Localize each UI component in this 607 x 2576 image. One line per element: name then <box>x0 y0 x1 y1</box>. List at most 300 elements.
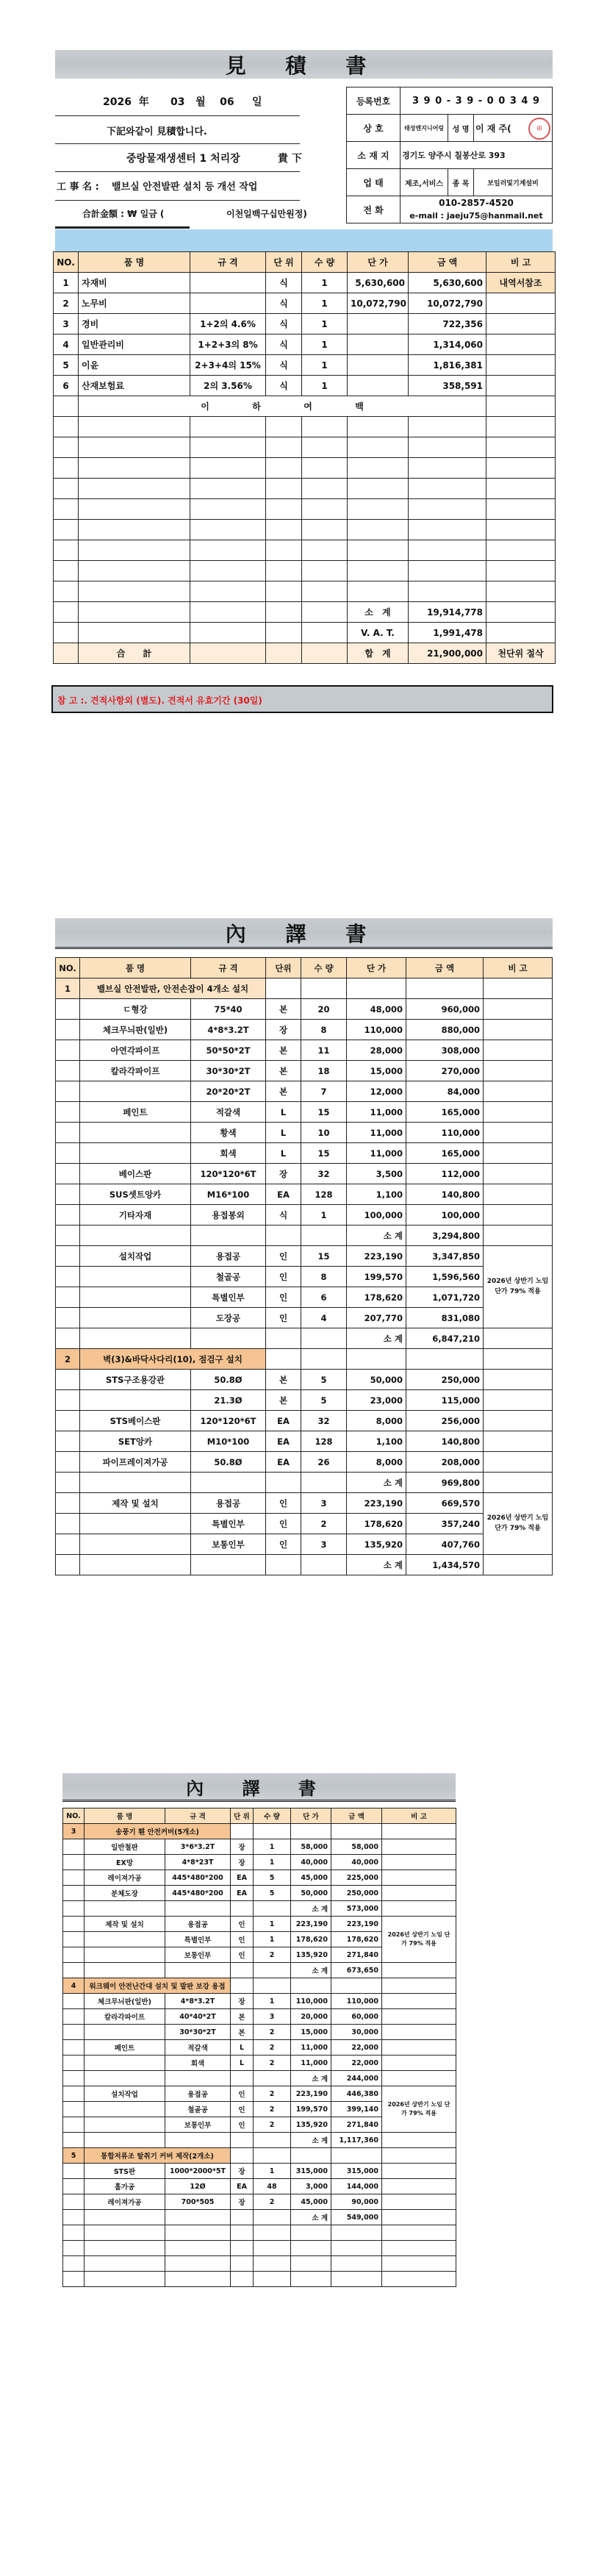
item-unit: 인 <box>266 1493 301 1514</box>
item-unit: 본 <box>231 2025 254 2040</box>
item-unit: EA <box>266 1184 301 1205</box>
column-header-quantity: 수 량 <box>254 1808 291 1824</box>
empty-cell <box>347 1349 406 1370</box>
empty-cell <box>165 2272 231 2287</box>
table-row <box>56 999 553 1020</box>
empty-cell <box>191 1226 266 1246</box>
table-row <box>56 1267 553 1287</box>
item-spec: M16*100 <box>191 1184 266 1205</box>
empty-cell <box>190 458 266 479</box>
section-header-row <box>56 978 553 999</box>
section-header-row <box>63 2148 456 2164</box>
item-no: 3 <box>54 314 79 334</box>
item-no <box>63 1839 85 1855</box>
empty-cell <box>254 1963 291 1978</box>
empty-cell <box>85 2225 165 2241</box>
item-remarks <box>484 1452 553 1473</box>
item-remarks <box>484 999 553 1020</box>
column-header-unit-price: 단 가 <box>348 252 409 273</box>
empty-row <box>54 499 556 520</box>
item-remarks <box>484 1205 553 1226</box>
empty-cell <box>484 1473 553 1493</box>
item-amount: 140,800 <box>406 1431 484 1452</box>
section-title: 밸브실 안전발판, 안전손잡이 4개소 설치 <box>80 978 266 999</box>
item-qty: 5 <box>301 1390 347 1411</box>
email-link[interactable]: e-mail : jaeju75@hanmail.net <box>409 211 543 221</box>
empty-cell <box>266 1555 301 1575</box>
empty-cell <box>54 417 79 437</box>
item-name <box>80 1267 191 1287</box>
blank-marker <box>79 396 486 417</box>
item-spec <box>190 273 266 293</box>
item-name: 설치작업 <box>85 2086 165 2102</box>
item-name: 기타자재 <box>80 1205 191 1226</box>
item-spec: 75*40 <box>191 999 266 1020</box>
item-unit-price <box>348 314 409 334</box>
item-unit: EA <box>266 1431 301 1452</box>
empty-cell <box>231 1824 254 1839</box>
item-name: 설치작업 <box>80 1246 191 1267</box>
item-amount: 722,356 <box>409 314 486 334</box>
item-no <box>56 1081 80 1102</box>
item-qty: 4 <box>301 1308 347 1328</box>
item-amount: 270,000 <box>406 1061 484 1081</box>
empty-cell <box>409 520 486 540</box>
item-qty: 20 <box>301 999 347 1020</box>
remark-box <box>51 685 553 713</box>
item-qty: 2 <box>254 2040 291 2056</box>
empty-cell <box>54 623 79 643</box>
item-name <box>80 1081 191 1102</box>
subtotal-label: 소 계 <box>291 2071 331 2086</box>
item-unit: 장 <box>231 2194 254 2210</box>
empty-cell <box>54 582 79 602</box>
empty-cell <box>302 437 348 458</box>
item-remarks <box>484 1370 553 1390</box>
item-unit: 본 <box>266 1061 301 1081</box>
item-remarks <box>382 2056 456 2071</box>
empty-cell <box>266 1328 301 1349</box>
table-row <box>54 273 556 293</box>
item-qty: 2 <box>254 2194 291 2210</box>
empty-cell <box>302 643 348 664</box>
column-header-spec: 규 격 <box>190 252 266 273</box>
item-spec: 30*30*2T <box>191 1061 266 1081</box>
empty-cell <box>266 479 302 499</box>
grand-total-row <box>54 643 556 664</box>
item-name: 아연각파이프 <box>80 1040 191 1061</box>
item-unit-price: 8,000 <box>347 1411 406 1431</box>
item-spec: 특별인부 <box>191 1287 266 1308</box>
table-row <box>63 2179 456 2194</box>
empty-cell <box>231 1901 254 1917</box>
empty-cell <box>331 2256 382 2272</box>
empty-cell <box>382 1978 456 1994</box>
owner-name-cell <box>474 115 553 142</box>
empty-row <box>63 2256 456 2272</box>
table-row <box>56 1205 553 1226</box>
item-no <box>63 2009 85 2025</box>
table-row <box>63 1839 456 1855</box>
table-row <box>56 1370 553 1390</box>
item-unit-price <box>348 376 409 396</box>
subtotal-row <box>56 1226 553 1246</box>
empty-cell <box>382 1901 456 1917</box>
item-qty: 15 <box>301 1102 347 1123</box>
item-amount: 399,140 <box>331 2102 382 2117</box>
column-header-no: NO. <box>54 252 79 273</box>
table-header-row <box>54 252 556 273</box>
item-unit: 인 <box>231 2117 254 2133</box>
item-amount: 112,000 <box>406 1164 484 1184</box>
section-no: 5 <box>63 2148 85 2164</box>
item-spec: 특별인부 <box>191 1514 266 1534</box>
grand-total-left-label: 合 計 <box>79 643 190 664</box>
item-unit: 장 <box>231 1839 254 1855</box>
empty-cell <box>80 1328 191 1349</box>
item-qty: 3 <box>254 2009 291 2025</box>
empty-cell <box>79 417 190 437</box>
empty-cell <box>190 540 266 561</box>
empty-cell <box>54 561 79 582</box>
item-no <box>63 2164 85 2179</box>
empty-cell <box>486 499 556 520</box>
item-unit: 인 <box>231 1932 254 1947</box>
item-name: 파이프레이져가공 <box>80 1452 191 1473</box>
item-qty: 1 <box>302 293 348 314</box>
item-unit: 인 <box>231 2102 254 2117</box>
item-unit-price: 199,570 <box>347 1267 406 1287</box>
empty-cell <box>486 623 556 643</box>
item-unit-price: 178,620 <box>347 1514 406 1534</box>
empty-cell <box>409 417 486 437</box>
labor-rate-note: 2026년 상반기 노임 단가 79% 적용 <box>382 1917 456 1963</box>
item-amount: 84,000 <box>406 1081 484 1102</box>
empty-cell <box>266 561 302 582</box>
item-amount: 407,760 <box>406 1534 484 1555</box>
item-no <box>56 1143 80 1164</box>
item-remarks <box>484 1143 553 1164</box>
item-amount: 250,000 <box>331 1886 382 1901</box>
empty-cell <box>382 2256 456 2272</box>
column-header-unit: 단 위 <box>231 1808 254 1824</box>
item-unit: 본 <box>266 1081 301 1102</box>
item-unit-price: 15,000 <box>347 1061 406 1081</box>
item-qty: 2 <box>301 1514 347 1534</box>
item-amount: 308,000 <box>406 1040 484 1061</box>
subtotal-row <box>54 602 556 623</box>
empty-cell <box>191 1555 266 1575</box>
item-remarks <box>484 1061 553 1081</box>
recipient-name: 중랑물재생센터 1 처리장 <box>126 153 240 165</box>
subtotal-label: 소 계 <box>348 602 409 623</box>
empty-row <box>63 2272 456 2287</box>
item-spec: 황색 <box>191 1123 266 1143</box>
vat-label: V. A. T. <box>348 623 409 643</box>
empty-cell <box>409 479 486 499</box>
item-no <box>63 1855 85 1870</box>
item-qty: 128 <box>301 1184 347 1205</box>
empty-cell <box>63 1901 85 1917</box>
item-spec: 4*8*3.2T <box>191 1020 266 1040</box>
table-row <box>56 1514 553 1534</box>
item-unit-price: 3,500 <box>347 1164 406 1184</box>
owner-name: 이 재 주( <box>475 123 511 134</box>
item-remarks <box>484 1081 553 1102</box>
item-amount: 1,816,381 <box>409 355 486 376</box>
empty-cell <box>254 2148 291 2164</box>
item-name <box>80 1287 191 1308</box>
empty-cell <box>56 1555 80 1575</box>
breakdown-table-2 <box>62 1808 456 2287</box>
item-unit-price: 11,000 <box>347 1102 406 1123</box>
item-name: 레이져가공 <box>85 2194 165 2210</box>
item-amount: 110,000 <box>406 1123 484 1143</box>
empty-cell <box>382 2241 456 2256</box>
item-spec: 1000*2000*5T <box>165 2164 231 2179</box>
table-row <box>56 1123 553 1143</box>
empty-cell <box>63 2225 85 2241</box>
empty-cell <box>266 458 302 479</box>
item-amount: 357,240 <box>406 1514 484 1534</box>
item-unit: 인 <box>231 1917 254 1932</box>
empty-cell <box>348 437 409 458</box>
column-header-remarks: 비 고 <box>486 252 556 273</box>
supplier-info-table <box>346 87 553 223</box>
column-header-amount: 금 액 <box>331 1808 382 1824</box>
empty-cell <box>231 2272 254 2287</box>
item-unit-price: 40,000 <box>291 1855 331 1870</box>
item-spec: 1+2+3의 8% <box>190 334 266 355</box>
subtotal-amount: 19,914,778 <box>409 602 486 623</box>
item-unit: 인 <box>231 1947 254 1963</box>
empty-cell <box>54 437 79 458</box>
section-title: 벽(3)&바닥사다리(10), 점검구 설치 <box>80 1349 266 1370</box>
empty-cell <box>85 2272 165 2287</box>
item-unit: 장 <box>266 1020 301 1040</box>
subtotal-label: 소 계 <box>291 2133 331 2148</box>
item-unit-price: 110,000 <box>347 1020 406 1040</box>
blue-band <box>55 229 553 251</box>
item-name: ㄷ형강 <box>80 999 191 1020</box>
empty-cell <box>190 437 266 458</box>
item-unit: 식 <box>266 355 302 376</box>
project-name: 밸브실 안전발판 설치 등 개선 작업 <box>112 182 258 193</box>
item-unit-price <box>348 334 409 355</box>
empty-cell <box>254 2272 291 2287</box>
empty-cell <box>266 582 302 602</box>
item-qty: 2 <box>254 2086 291 2102</box>
table-row <box>56 1534 553 1555</box>
item-spec: 보통인부 <box>191 1534 266 1555</box>
item-unit: 장 <box>266 1164 301 1184</box>
table-row <box>56 1390 553 1411</box>
item-name: 분체도장 <box>85 1886 165 1901</box>
empty-cell <box>54 458 79 479</box>
empty-cell <box>302 602 348 623</box>
empty-cell <box>165 2225 231 2241</box>
total-amount-label: 合計金額 : ₩ 일금 ( <box>82 209 165 219</box>
item-name: 제작 및 설치 <box>80 1493 191 1514</box>
empty-cell <box>486 458 556 479</box>
item-name: 페인트 <box>85 2040 165 2056</box>
subtotal-row <box>63 2210 456 2225</box>
item-unit-price: 50,000 <box>291 1886 331 1901</box>
empty-cell <box>266 978 301 999</box>
grand-total-label: 합 계 <box>348 643 409 664</box>
subtotal-amount: 1,117,360 <box>331 2133 382 2148</box>
item-qty: 10 <box>301 1123 347 1143</box>
empty-cell <box>231 2225 254 2241</box>
empty-cell <box>85 2256 165 2272</box>
item-amount: 225,000 <box>331 1870 382 1886</box>
empty-cell <box>79 561 190 582</box>
item-no <box>56 1431 80 1452</box>
item-unit-price: 11,000 <box>291 2040 331 2056</box>
column-header-remarks: 비 고 <box>484 958 553 978</box>
blank-marker-char: 백 <box>355 401 364 412</box>
empty-cell <box>79 602 190 623</box>
empty-row <box>54 582 556 602</box>
item-qty: 1 <box>301 1205 347 1226</box>
subtotal-amount: 673,650 <box>331 1963 382 1978</box>
empty-cell <box>85 2210 165 2225</box>
item-unit-price: 178,620 <box>347 1287 406 1308</box>
empty-cell <box>254 2071 291 2086</box>
item-spec: 용접공 <box>165 2086 231 2102</box>
empty-cell <box>190 602 266 623</box>
item-amount: 165,000 <box>406 1143 484 1164</box>
item-no <box>63 1947 85 1963</box>
item-qty: 26 <box>301 1452 347 1473</box>
item-name: 체크무늬판(일반) <box>85 1994 165 2009</box>
item-unit-price: 11,000 <box>347 1123 406 1143</box>
item-unit: 본 <box>231 2009 254 2025</box>
empty-cell <box>348 458 409 479</box>
empty-cell <box>348 499 409 520</box>
item-no <box>56 1020 80 1040</box>
subtotal-amount: 1,434,570 <box>406 1555 484 1575</box>
table-row <box>56 1287 553 1308</box>
item-unit: EA <box>231 1886 254 1901</box>
table-row <box>54 293 556 314</box>
item-qty: 5 <box>301 1370 347 1390</box>
item-unit-price: 11,000 <box>291 2056 331 2071</box>
column-header-no: NO. <box>56 958 80 978</box>
subtotal-row <box>56 1555 553 1575</box>
empty-cell <box>301 1473 347 1493</box>
phone-label: 전 화 <box>347 196 401 223</box>
item-unit-price: 15,000 <box>291 2025 331 2040</box>
empty-cell <box>190 499 266 520</box>
empty-cell <box>79 479 190 499</box>
table-row <box>54 355 556 376</box>
item-no <box>56 1184 80 1205</box>
item-unit-price: 223,190 <box>291 1917 331 1932</box>
empty-cell <box>382 1963 456 1978</box>
item-no <box>56 1390 80 1411</box>
item-no <box>56 1102 80 1123</box>
item-spec: 2의 3.56% <box>190 376 266 396</box>
item-amount: 5,630,600 <box>409 273 486 293</box>
item-qty: 8 <box>301 1020 347 1040</box>
empty-cell <box>190 520 266 540</box>
item-spec: 도장공 <box>191 1308 266 1328</box>
table-row <box>63 2086 456 2102</box>
item-name: 노무비 <box>79 293 190 314</box>
item-unit: 장 <box>231 1994 254 2009</box>
empty-cell <box>85 1963 165 1978</box>
item-unit-price: 10,072,790 <box>348 293 409 314</box>
empty-cell <box>79 458 190 479</box>
empty-cell <box>382 2272 456 2287</box>
empty-cell <box>63 1963 85 1978</box>
table-row <box>63 1917 456 1932</box>
item-no: 4 <box>54 334 79 355</box>
item-unit: 인 <box>266 1246 301 1267</box>
item-unit-price: 207,770 <box>347 1308 406 1328</box>
empty-cell <box>165 1901 231 1917</box>
item-unit: EA <box>231 1870 254 1886</box>
item-qty: 32 <box>301 1164 347 1184</box>
subtotal-row <box>63 1901 456 1917</box>
item-amount: 315,000 <box>331 2164 382 2179</box>
item-qty: 15 <box>301 1246 347 1267</box>
item-unit-price: 11,000 <box>347 1143 406 1164</box>
column-header-spec: 규 격 <box>191 958 266 978</box>
item-unit-price: 28,000 <box>347 1040 406 1061</box>
subtotal-amount: 549,000 <box>331 2210 382 2225</box>
item-name <box>85 2117 165 2133</box>
item-remarks <box>382 2164 456 2179</box>
breakdown-title-bar-2 <box>62 1773 456 1802</box>
subtotal-label: 소 계 <box>291 1963 331 1978</box>
labor-rate-note: 2026년 상반기 노임 단가 79% 적용 <box>484 1493 553 1555</box>
grand-total-amount: 21,900,000 <box>409 643 486 664</box>
empty-cell <box>302 499 348 520</box>
item-spec: 4*8*3.2T <box>165 1994 231 2009</box>
item-remarks <box>382 2194 456 2210</box>
empty-cell <box>231 2241 254 2256</box>
empty-cell <box>190 643 266 664</box>
item-amount: 3,347,850 <box>406 1246 484 1267</box>
empty-cell <box>254 2225 291 2241</box>
section-title: 워크웨이 안전난간대 설치 및 발판 보강 용접 <box>85 1978 231 1994</box>
item-spec: 700*505 <box>165 2194 231 2210</box>
empty-cell <box>190 623 266 643</box>
item-name: 체크무늬판(일반) <box>80 1020 191 1040</box>
company-label: 상 호 <box>347 115 401 142</box>
empty-cell <box>54 479 79 499</box>
item-amount: 223,190 <box>331 1917 382 1932</box>
empty-cell <box>80 1473 191 1493</box>
item-no <box>63 2117 85 2133</box>
item-name <box>85 2102 165 2117</box>
empty-cell <box>406 978 484 999</box>
item-no: 1 <box>54 273 79 293</box>
section-no: 1 <box>56 978 80 999</box>
column-header-item-name: 품 명 <box>85 1808 165 1824</box>
empty-cell <box>54 602 79 623</box>
item-name <box>80 1390 191 1411</box>
item-qty: 2 <box>254 2102 291 2117</box>
table-row <box>63 2025 456 2040</box>
item-spec: 50.8Ø <box>191 1452 266 1473</box>
reg-number-label: 등록번호 <box>347 87 401 115</box>
column-header-spec: 규 격 <box>165 1808 231 1824</box>
empty-cell <box>231 2071 254 2086</box>
item-no <box>56 1493 80 1514</box>
